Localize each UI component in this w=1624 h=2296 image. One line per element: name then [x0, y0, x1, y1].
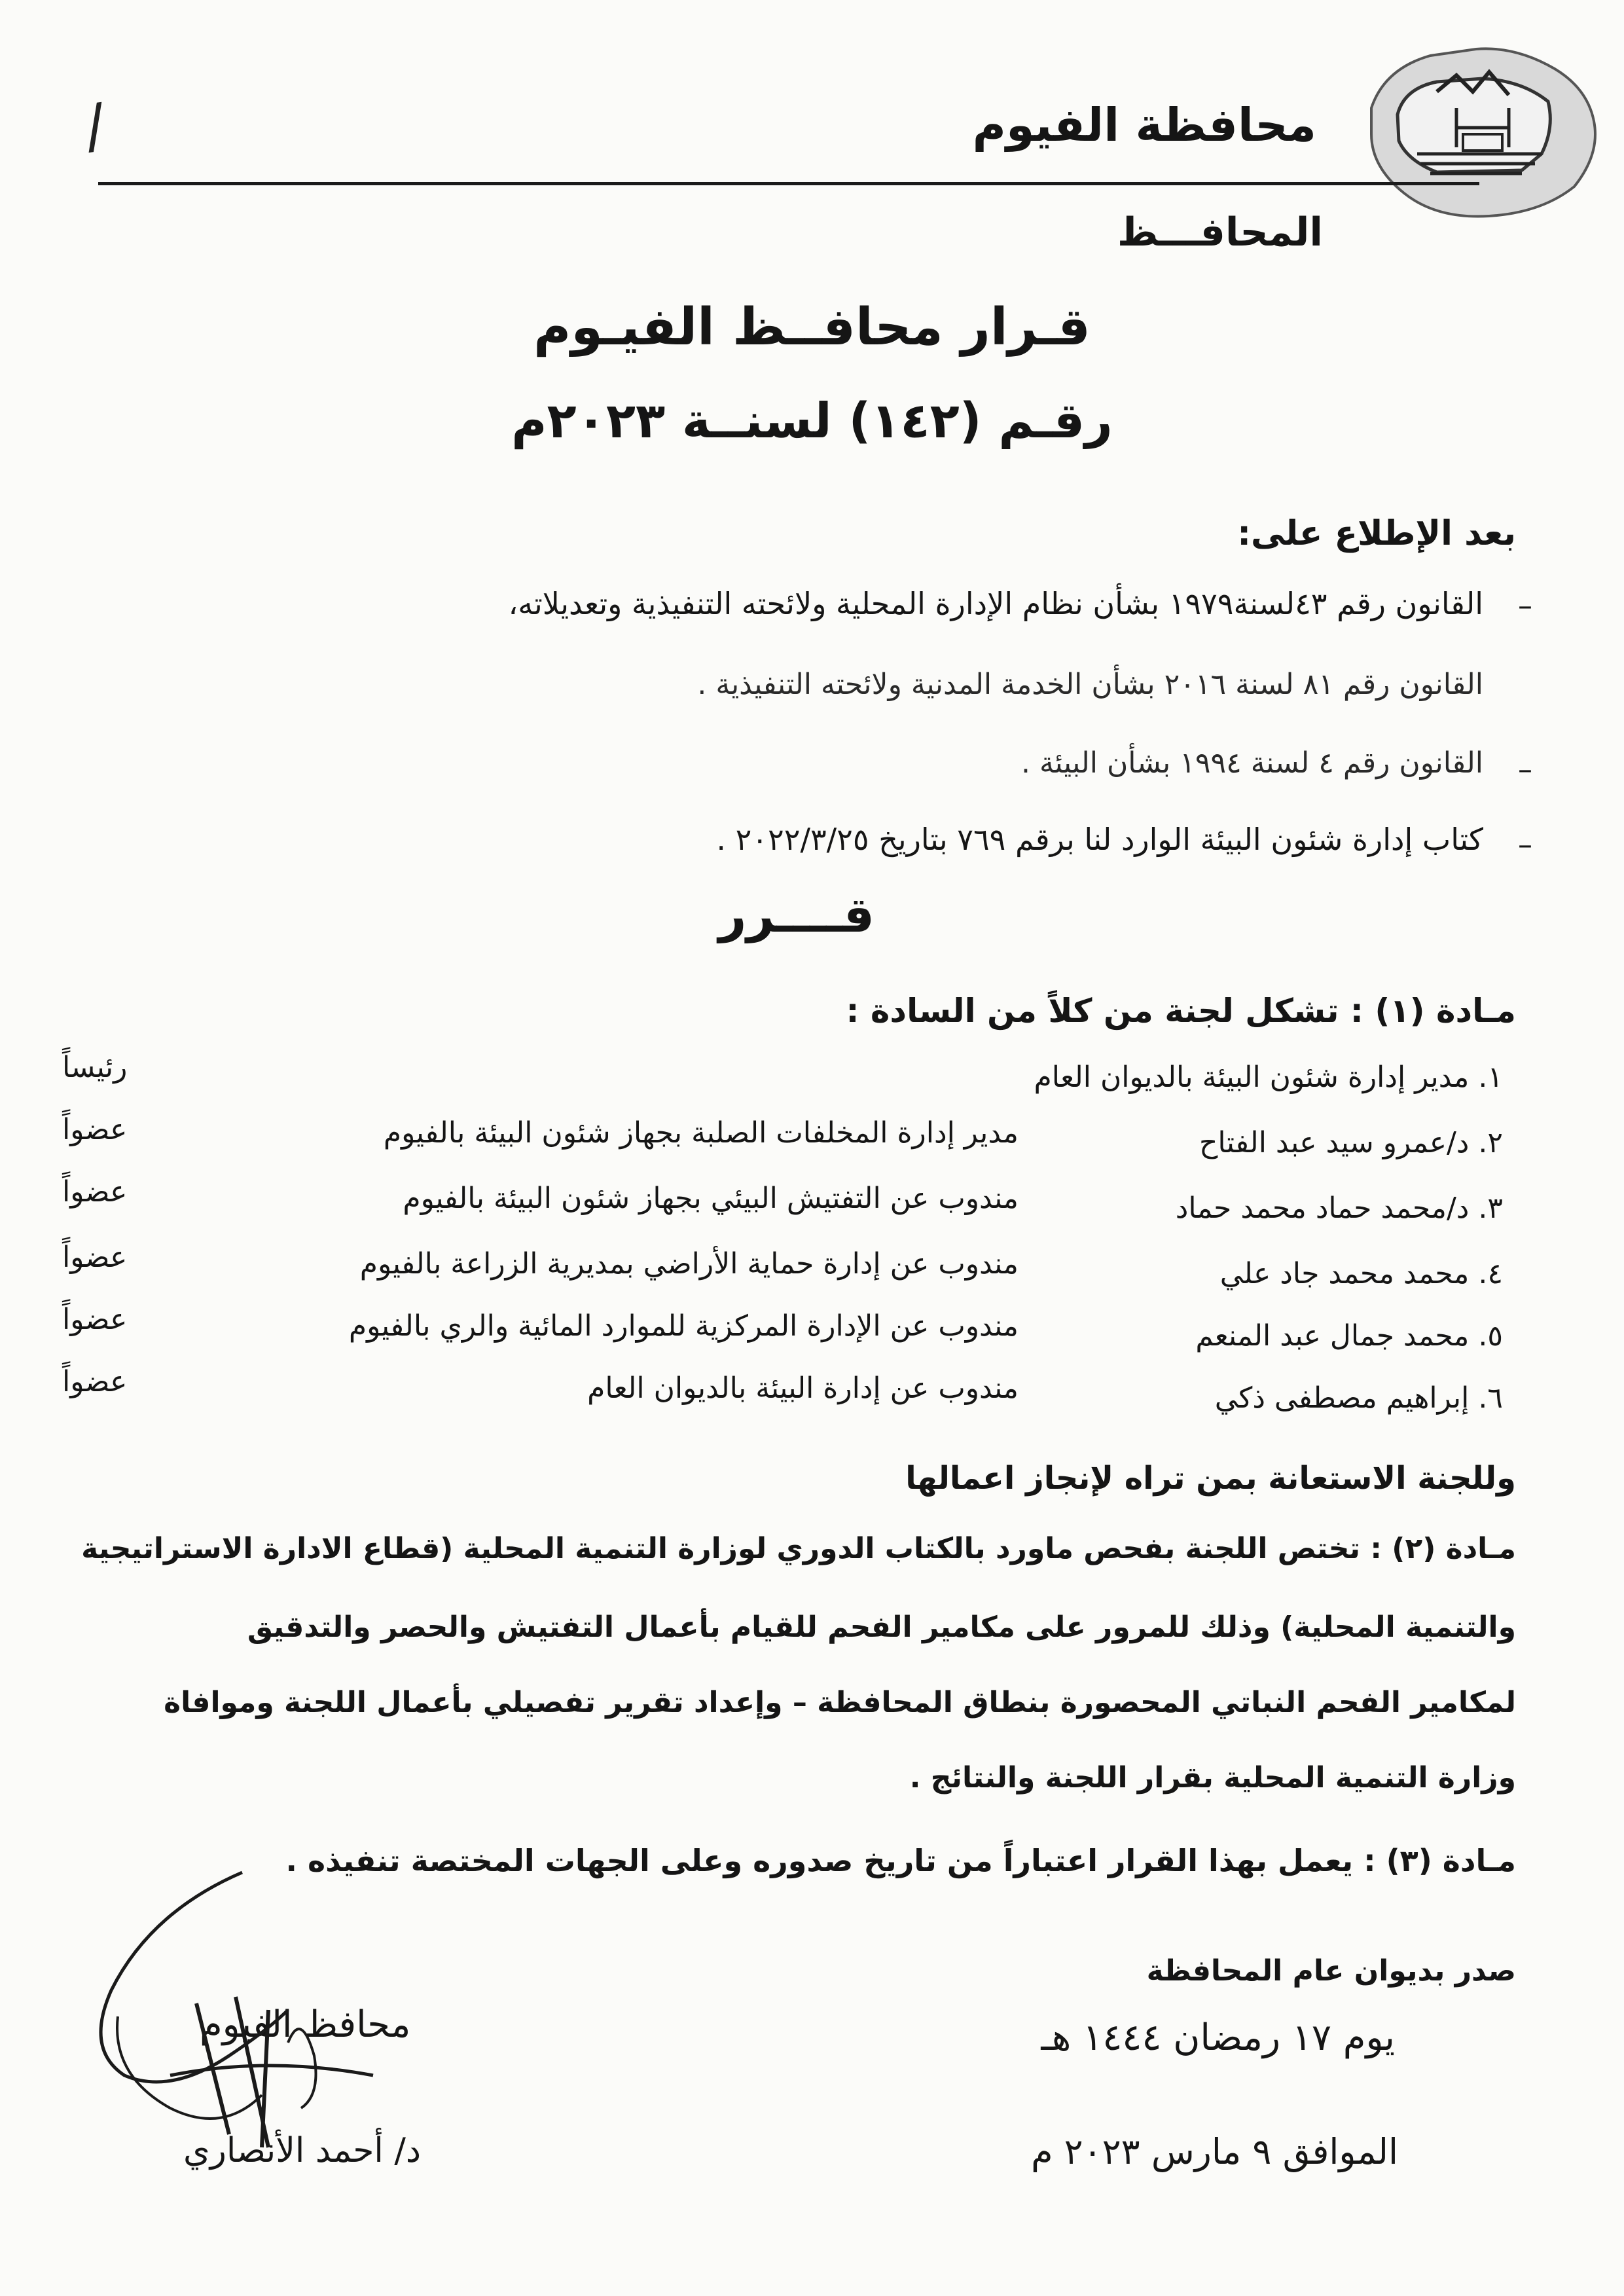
member-role: عضواً [62, 1175, 128, 1209]
decree-number: رقـم (١٤٢) لسنــة ٢٠٢٣م [511, 393, 1113, 449]
member-position: مدير إدارة المخلفات الصلبة بجهاز شئون البيئة بالفيوم [383, 1116, 1019, 1150]
member-role: عضواً [62, 1241, 128, 1274]
member-name: ٤. محمد محمد جاد علي [1219, 1257, 1503, 1290]
signature-scribble-icon [72, 1859, 412, 2174]
preamble-dash: – [1518, 828, 1532, 862]
preamble-dash: – [1518, 589, 1532, 623]
issued-gregorian-date: الموافق ٩ مارس ٢٠٢٣ م [1031, 2131, 1398, 2172]
preamble-item: القانون رقم ٤ لسنة ١٩٩٤ بشأن البيئة . [1020, 746, 1483, 780]
issued-hijri-date: يوم ١٧ رمضان ١٤٤٤ هـ [1041, 2016, 1395, 2059]
preamble-item: كتاب إدارة شئون البيئة الوارد لنا برقم ٧٦٩ بتاريخ ٢٠٢٢/٣/٢٥ . [716, 822, 1483, 857]
member-name: ٥. محمد جمال عبد المنعم [1195, 1319, 1503, 1353]
committee-note: وللجنة الاستعانة بمن تراه لإنجاز اعمالها [905, 1460, 1516, 1497]
governorate-logo [1358, 29, 1607, 226]
member-position: مندوب عن التفتيش البيئي بجهاز شئون البيئة بالفيوم [403, 1182, 1019, 1215]
member-position: مندوب عن إدارة البيئة بالديوان العام [587, 1372, 1019, 1405]
signature-title: محافظ الفيوم [200, 2003, 411, 2046]
member-role: رئيساً [62, 1051, 128, 1084]
corner-mark: / [80, 90, 110, 162]
decree-title: قـرار محافــظ الفيـوم [533, 298, 1091, 357]
header-rule [98, 182, 1479, 185]
member-role: عضواً [62, 1113, 128, 1146]
article2-line: والتنمية المحلية) وذلك للمرور على مكامير الفحم للقيام بأعمال التفتيش والحصر والتدقيق [247, 1611, 1516, 1644]
office-label: المحافـــظ [1117, 210, 1323, 255]
member-position: مندوب عن إدارة حماية الأراضي بمديرية الزراعة بالفيوم [359, 1247, 1019, 1281]
article3-text: مـادة (٣) : يعمل بهذا القرار اعتباراً من تاريخ صدوره وعلى الجهات المختصة تنفيذه . [285, 1843, 1516, 1878]
article1-heading: مـادة (١) : تشكل لجنة من كلاً من السادة : [846, 992, 1516, 1030]
preamble-item: القانون رقم ٤٣لسنة١٩٧٩ بشأن نظام الإدارة المحلية ولائحته التنفيذية وتعديلاته، [508, 586, 1483, 621]
member-name: ٣. د/محمد حماد محمد حماد [1175, 1192, 1503, 1225]
handwritten-signature [72, 1859, 412, 2174]
article2-line: وزارة التنمية المحلية بقرار اللجنة والنتائج . [909, 1761, 1516, 1795]
member-role: عضواً [62, 1365, 128, 1398]
preamble-dash: – [1518, 753, 1532, 786]
preamble-item: القانون رقم ٨١ لسنة ٢٠١٦ بشأن الخدمة المدنية ولائحته التنفيذية . [697, 668, 1483, 701]
logo-emblem-icon [1358, 29, 1607, 226]
signatory-name: د/ أحمد الأنصاري [183, 2131, 422, 2170]
member-name: ٦. إبراهيم مصطفى ذكي [1214, 1381, 1503, 1415]
decided-heading: قــــرر [718, 887, 875, 943]
member-name: ٢. د/عمرو سيد عبد الفتاح [1199, 1126, 1503, 1159]
governorate-name: محافظة الفيوم [972, 98, 1316, 152]
member-name: ١. مدير إدارة شئون البيئة بالديوان العام [1034, 1061, 1503, 1094]
member-role: عضواً [62, 1303, 128, 1336]
preamble-heading: بعد الإطلاع على: [1237, 514, 1516, 553]
issued-place: صدر بديوان عام المحافظة [1146, 1954, 1516, 1988]
member-position: مندوب عن الإدارة المركزية للموارد المائية والري بالفيوم [348, 1309, 1019, 1343]
article2-line: لمكامير الفحم النباتي المحصورة بنطاق المحافظة – وإعداد تقرير تفصيلي بأعمال اللجنة وموافاة [164, 1686, 1516, 1719]
article2-line: مـادة (٢) : تختص اللجنة بفحص ماورد بالكتاب الدوري لوزارة التنمية المحلية (قطاع الادارة الاستراتيجية [81, 1532, 1516, 1565]
